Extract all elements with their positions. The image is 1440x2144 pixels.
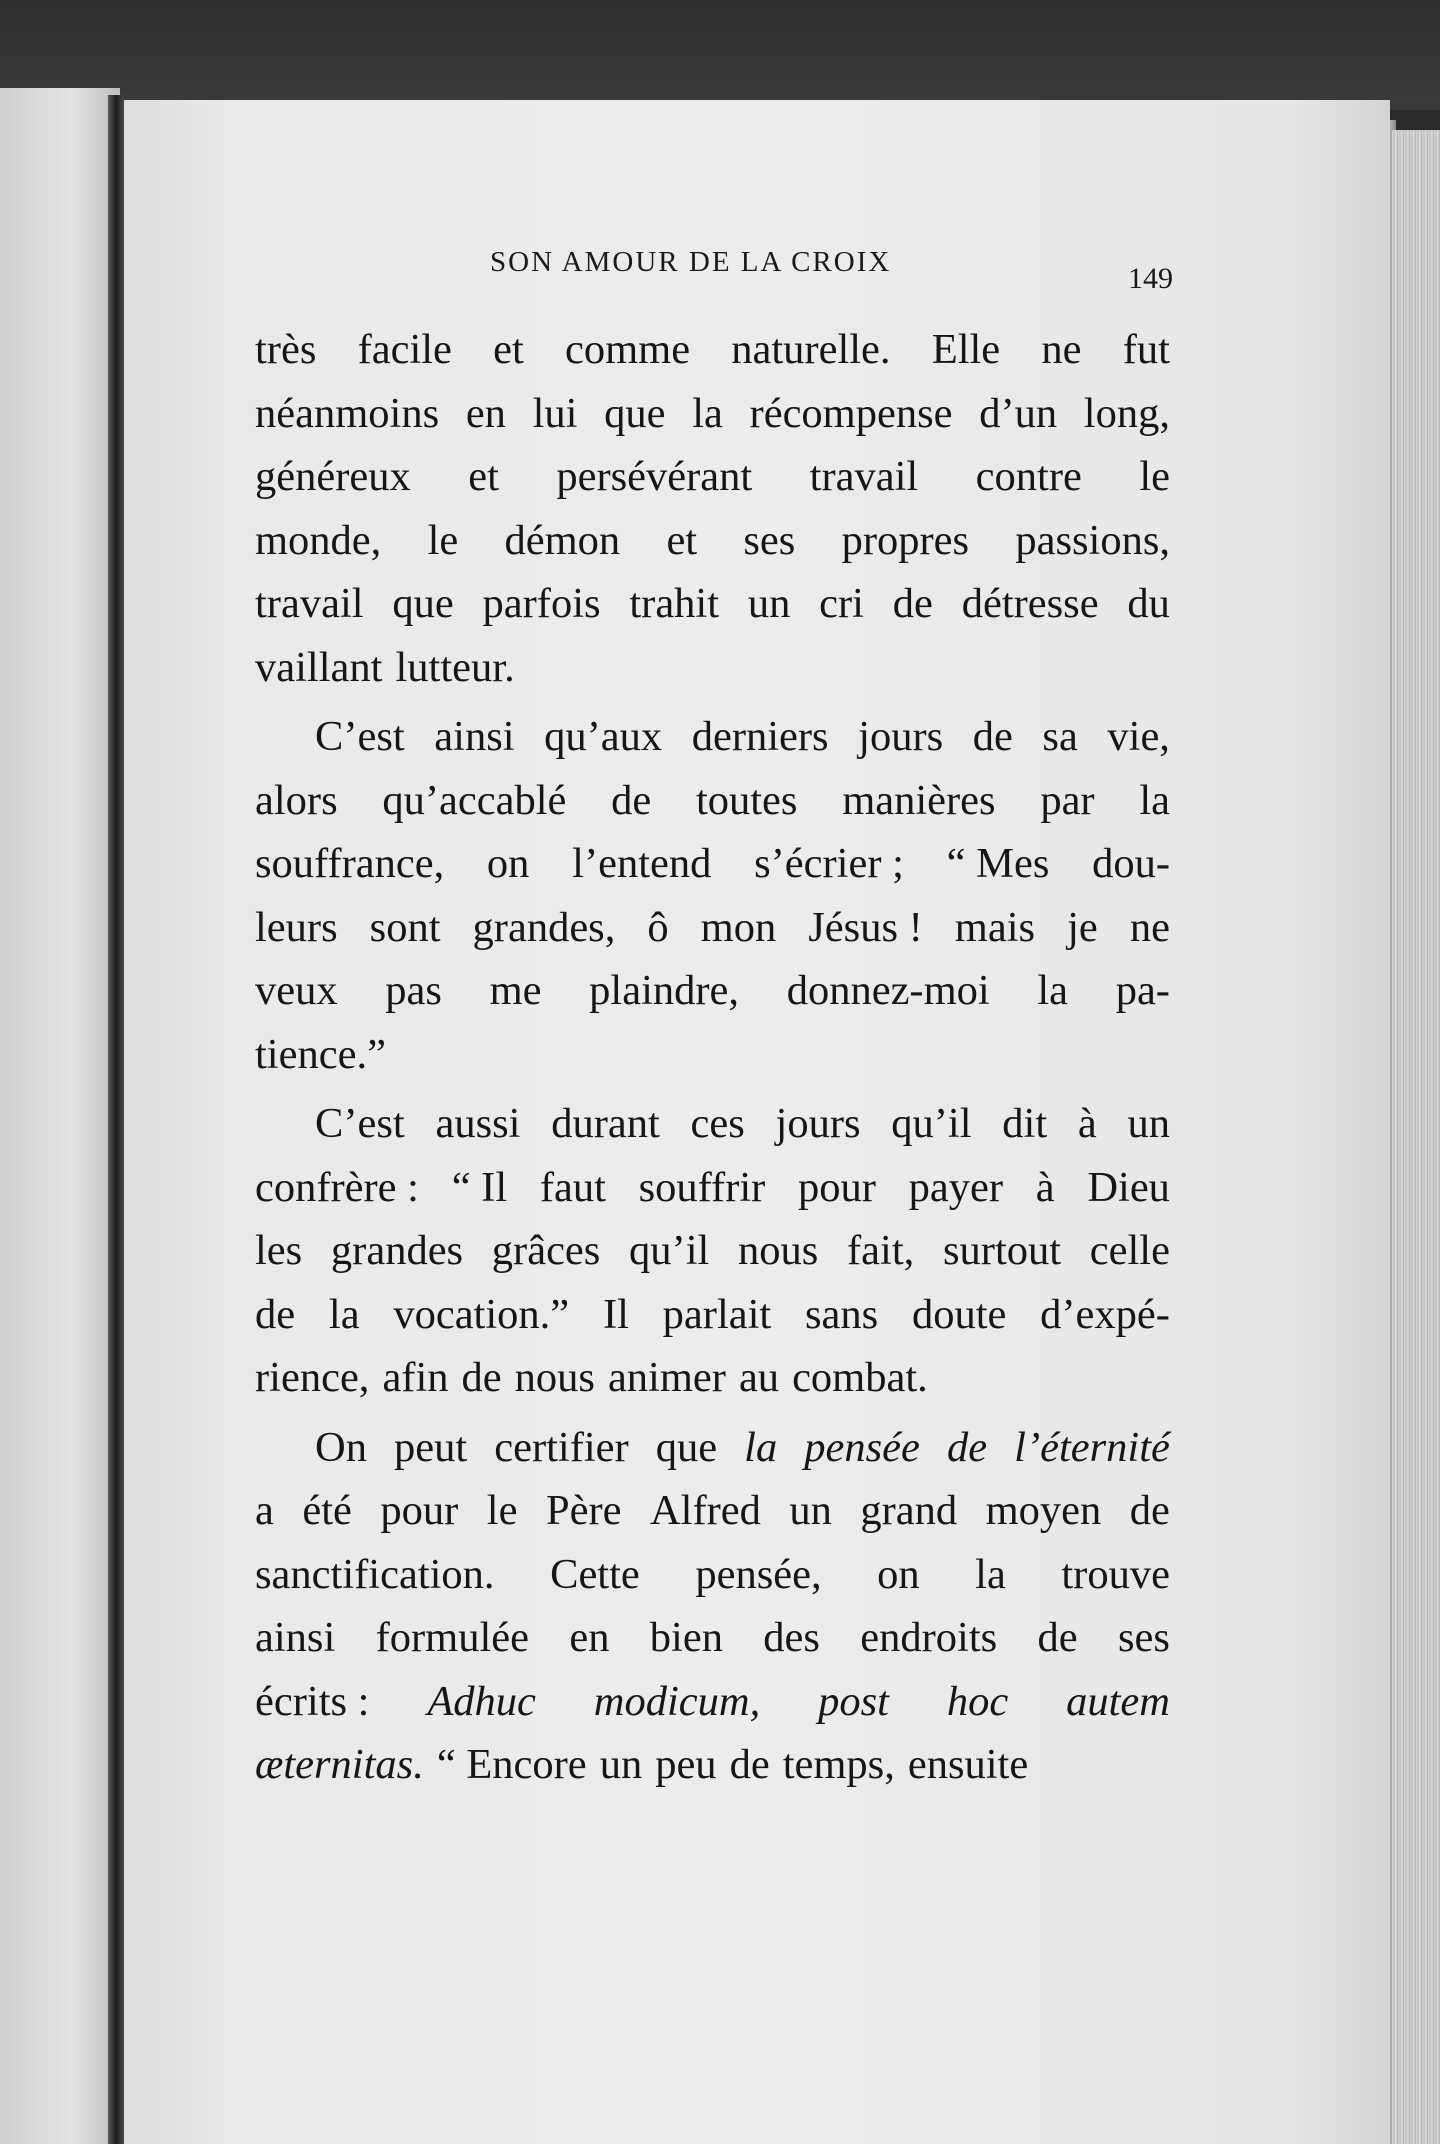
italic-word: modicum, [593, 1677, 761, 1725]
text-line [255, 1219, 1170, 1283]
italic-word: hoc [946, 1677, 1009, 1725]
word: un [789, 1487, 832, 1534]
word: Alfred [649, 1487, 761, 1534]
word: “ Encore [436, 1741, 587, 1788]
word: que [655, 1423, 718, 1471]
word: grandes [330, 1227, 464, 1274]
word: plaindre, [589, 967, 740, 1014]
word: jours [775, 1100, 861, 1147]
word: parlait [662, 1290, 772, 1338]
word: ses [1117, 1614, 1170, 1661]
word: ainsi [255, 1614, 336, 1661]
word: lutteur. [395, 643, 515, 691]
word: Jésus ! [808, 903, 923, 951]
text-line [255, 1733, 1170, 1797]
word: veux [255, 967, 338, 1014]
word: naturelle. [731, 326, 891, 373]
word: “ Mes [946, 840, 1050, 887]
word: l’entend [572, 840, 712, 887]
italic-word: la [744, 1423, 778, 1471]
word: afin [382, 1354, 449, 1401]
word: bien [649, 1614, 723, 1661]
word: généreux [255, 453, 411, 500]
word: dou- [1092, 840, 1170, 887]
word: rience, [255, 1354, 370, 1401]
word: aussi [435, 1100, 521, 1147]
word: que [604, 389, 666, 437]
text-line [255, 1092, 1170, 1156]
word: en [569, 1614, 610, 1661]
word: de [1129, 1487, 1170, 1534]
text-line [255, 572, 1170, 636]
word: certifier [494, 1423, 629, 1471]
word: qu’accablé [382, 776, 567, 824]
word: mon [700, 903, 777, 951]
italic-word: autem [1066, 1677, 1170, 1725]
scanner-background [0, 0, 1440, 110]
word: persévérant [556, 453, 753, 500]
word: un [599, 1741, 643, 1788]
word: le [1139, 453, 1170, 500]
paragraph [255, 705, 1170, 1086]
word: ne [1041, 326, 1082, 373]
word: les [255, 1227, 303, 1274]
word: en [465, 389, 506, 437]
text-line [255, 445, 1170, 509]
word: fait, [847, 1227, 915, 1274]
word: a [255, 1487, 274, 1534]
word: au [738, 1354, 780, 1401]
word: peu [655, 1741, 717, 1788]
text-line [255, 1156, 1170, 1220]
word: démon [504, 516, 621, 564]
word: qu’aux [544, 713, 663, 760]
word: vie, [1107, 713, 1170, 760]
word: s’écrier ; [754, 840, 904, 887]
word: récompense [749, 389, 953, 437]
italic-word: Adhuc [427, 1677, 536, 1725]
text-line [255, 636, 1170, 700]
word: et [493, 326, 524, 373]
word: tience.” [255, 1030, 386, 1078]
word: facile [357, 326, 452, 373]
text-line [255, 1283, 1170, 1347]
word: pour [798, 1163, 876, 1211]
word: on [486, 840, 530, 887]
text-line [255, 1023, 1170, 1087]
word: travail [255, 580, 364, 627]
word: doute [911, 1290, 1007, 1338]
word: de [461, 1354, 502, 1401]
word: qu’il [629, 1227, 710, 1274]
text-line [255, 318, 1170, 382]
italic-word: l’éternité [1014, 1423, 1170, 1471]
word: combat. [792, 1354, 928, 1401]
word: donnez-moi [786, 967, 990, 1014]
text-line [255, 1346, 1170, 1410]
word: On [315, 1423, 367, 1471]
text-line [255, 1479, 1170, 1543]
word: pas [385, 967, 442, 1014]
word: sont [369, 903, 441, 951]
word: grandes, [472, 903, 616, 951]
word: sans [805, 1290, 879, 1338]
word: vaillant [255, 643, 383, 691]
word: long, [1083, 389, 1170, 437]
word: parfois [482, 580, 601, 627]
word: contre [975, 453, 1082, 500]
word: du [1127, 580, 1170, 627]
word: dit [1002, 1100, 1048, 1147]
text-line [255, 382, 1170, 446]
word: celle [1089, 1227, 1170, 1274]
word: souffrance, [255, 840, 445, 887]
italic-word: post [818, 1677, 889, 1725]
word: C’est [315, 1100, 405, 1147]
word: sa [1042, 713, 1078, 760]
paragraph [255, 318, 1170, 699]
word: formulée [375, 1614, 530, 1661]
word: et [468, 453, 499, 500]
word: travail [809, 453, 919, 500]
word: temps, [782, 1741, 895, 1788]
word: la [1139, 776, 1170, 824]
text-line [255, 509, 1170, 573]
word: Cette [550, 1550, 640, 1598]
word: moyen [985, 1487, 1102, 1534]
text-line [255, 1670, 1170, 1734]
word: néanmoins [255, 389, 440, 437]
word: et [666, 516, 698, 564]
text-line [255, 1543, 1170, 1607]
word: la [975, 1550, 1006, 1598]
page-stack-edge [1392, 130, 1440, 2144]
word: souffrir [638, 1163, 766, 1211]
running-title: SON AMOUR DE LA CROIX [490, 246, 892, 278]
word: grand [860, 1487, 958, 1534]
page-number: 149 [1128, 262, 1173, 295]
word: peut [394, 1423, 468, 1471]
text-line [255, 769, 1170, 833]
word: ensuite [907, 1741, 1029, 1788]
word: à [1035, 1163, 1055, 1211]
word: Dieu [1087, 1163, 1170, 1211]
word: alors [255, 776, 338, 824]
word: payer [908, 1163, 1004, 1211]
word: par [1040, 776, 1095, 824]
word: que [392, 580, 454, 627]
word: comme [564, 326, 691, 373]
word: pa- [1115, 967, 1170, 1014]
word: trouve [1061, 1550, 1170, 1598]
word: détresse [961, 580, 1099, 627]
word: manières [842, 776, 996, 824]
word: de [611, 776, 652, 824]
word: animer [607, 1354, 726, 1401]
word: cri [819, 580, 864, 627]
word: me [489, 967, 542, 1014]
paragraph [255, 1092, 1170, 1410]
word: nous [738, 1227, 819, 1274]
word: qu’il [891, 1100, 972, 1147]
word: endroits [860, 1614, 998, 1661]
word: propres [841, 516, 970, 564]
word: été [302, 1487, 352, 1534]
word: de [892, 580, 933, 627]
word: écrits : [255, 1677, 370, 1725]
word: derniers [691, 713, 829, 760]
word: de [255, 1290, 296, 1338]
word: faut [539, 1163, 606, 1211]
word: jours [858, 713, 944, 760]
italic-word: pensée [804, 1423, 920, 1471]
word: ainsi [434, 713, 515, 760]
word: mais [954, 903, 1036, 951]
italic-word: æternitas. [255, 1741, 424, 1788]
word: surtout [943, 1227, 1062, 1274]
word: des [763, 1614, 820, 1661]
text-line [255, 832, 1170, 896]
text-line [255, 959, 1170, 1023]
word: vocation.” [393, 1290, 570, 1338]
word: un [1127, 1100, 1170, 1147]
word: d’expé- [1040, 1290, 1170, 1338]
word: monde, [255, 516, 382, 564]
word: de [729, 1741, 770, 1788]
word: nous [514, 1354, 595, 1401]
word: pensée, [695, 1550, 822, 1598]
word: de [1037, 1614, 1078, 1661]
book-gutter [108, 95, 124, 2144]
italic-word: de [946, 1423, 988, 1471]
word: sanctification. [255, 1550, 495, 1598]
text-line [255, 1416, 1170, 1480]
word: passions, [1015, 516, 1170, 564]
word: grâces [491, 1227, 601, 1274]
word: de [972, 713, 1013, 760]
word: un [747, 580, 791, 627]
word: la [692, 389, 723, 437]
word: fut [1122, 326, 1170, 373]
word: le [427, 516, 459, 564]
word: toutes [695, 776, 798, 824]
previous-page-edge [0, 88, 120, 2144]
word: la [1037, 967, 1069, 1014]
word: la [328, 1290, 360, 1338]
word: C’est [315, 713, 405, 760]
word: je [1067, 903, 1098, 951]
word: Il [602, 1290, 629, 1338]
text-line [255, 1606, 1170, 1670]
word: Elle [931, 326, 1001, 373]
word: leurs [255, 903, 338, 951]
word: ne [1129, 903, 1170, 951]
word: trahit [629, 580, 720, 627]
word: à [1077, 1100, 1097, 1147]
word: ô [647, 903, 669, 951]
word: on [877, 1550, 920, 1598]
word: pour [380, 1487, 459, 1534]
word: le [486, 1487, 518, 1534]
body-text [255, 318, 1170, 1797]
word: ces [690, 1100, 745, 1147]
word: “ Il [451, 1163, 508, 1211]
word: très [255, 326, 317, 373]
word: confrère : [255, 1163, 419, 1211]
word: lui [532, 389, 578, 437]
paragraph [255, 1416, 1170, 1797]
word: durant [551, 1100, 660, 1147]
text-line [255, 896, 1170, 960]
word: Père [545, 1487, 622, 1534]
text-line [255, 705, 1170, 769]
word: d’un [979, 389, 1058, 437]
word: ses [743, 516, 796, 564]
